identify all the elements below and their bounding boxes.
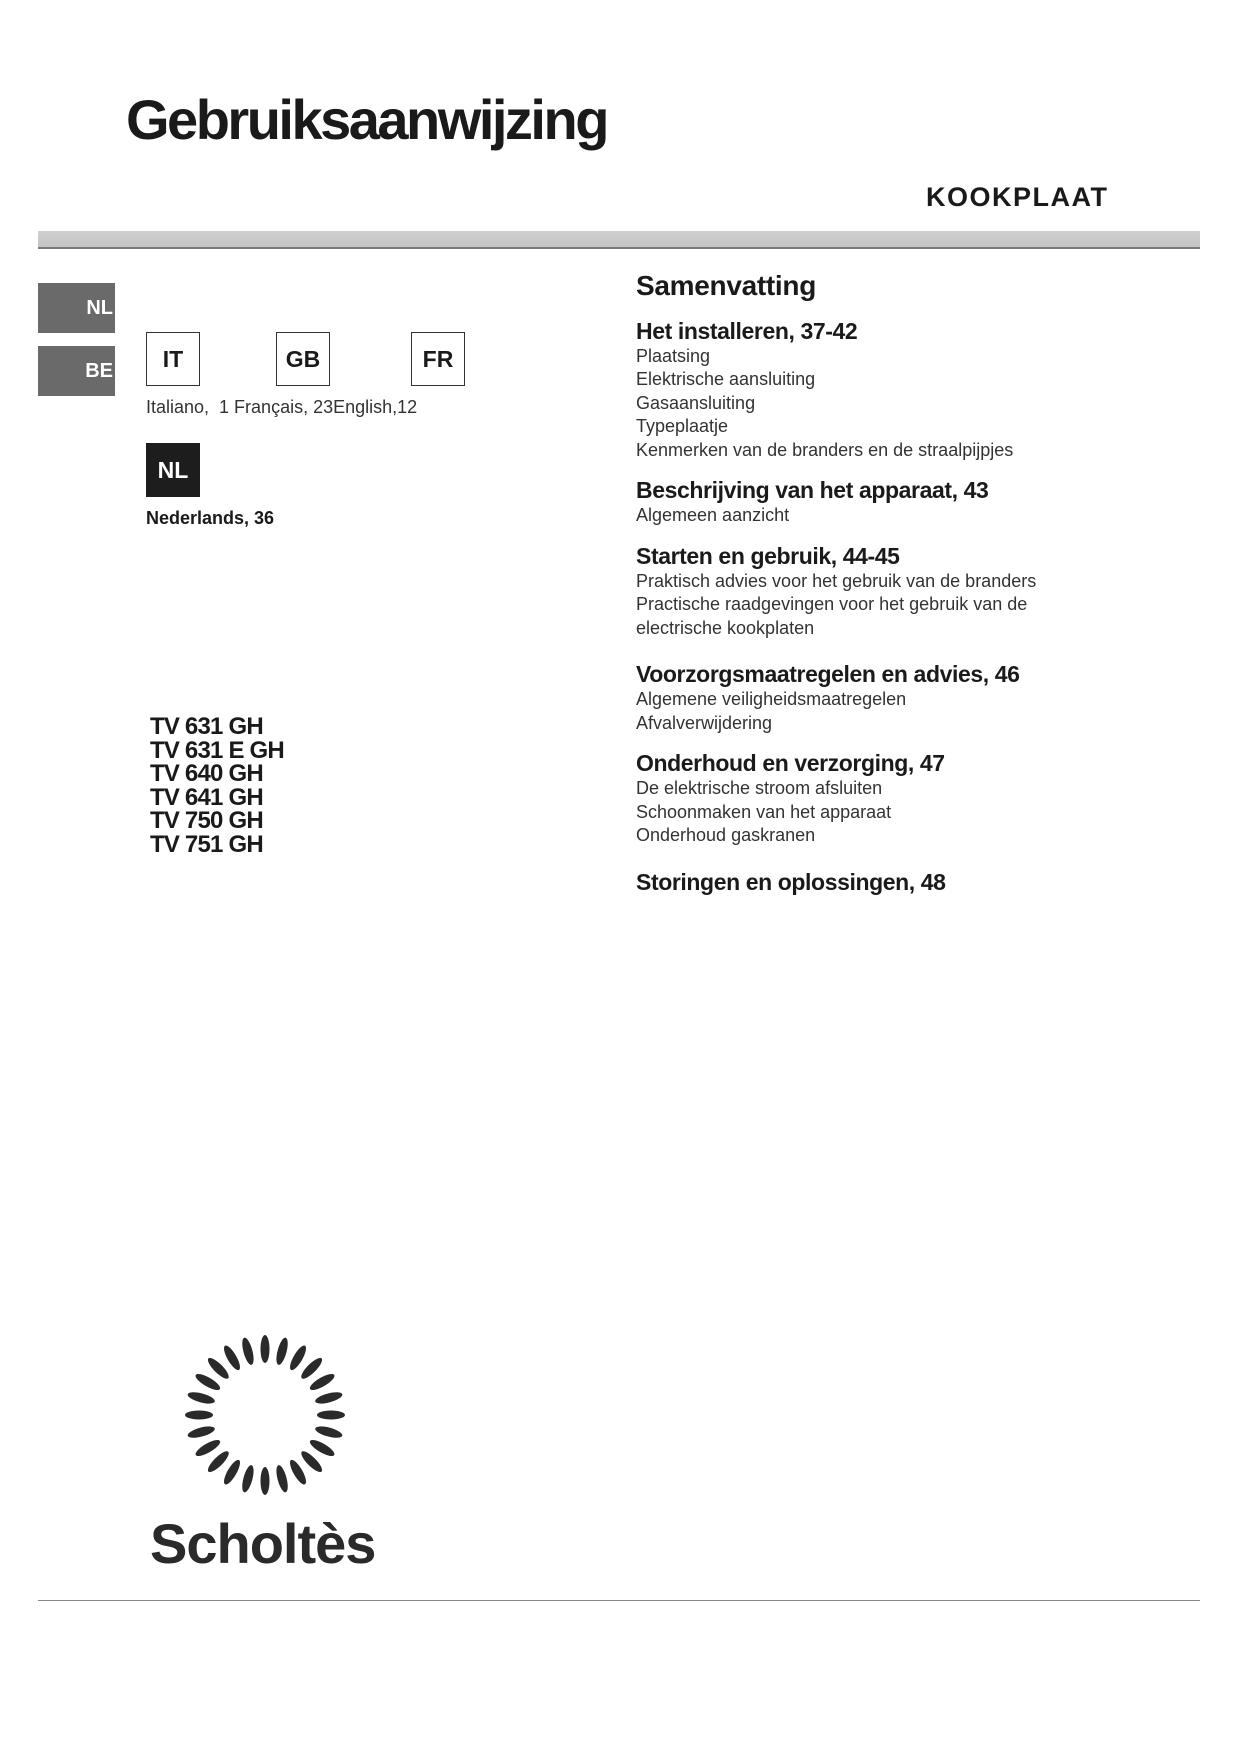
model-list [150,715,284,856]
toc-item: Algemene veiligheidsmaatregelen [636,689,907,710]
country-tab-be: BE [38,346,115,396]
logo-ray [299,1355,325,1381]
toc-item: Typeplaatje [636,416,729,437]
header-divider-bar [38,231,1200,249]
logo-ray [187,1390,216,1406]
logo-ray [274,1337,290,1366]
toc-section-installation [636,317,1196,463]
model-item: TV 751 GH [150,830,263,858]
toc-heading: Onderhoud en verzorging, 47 [636,750,945,777]
toc-section-description [636,476,1196,528]
language-box-nl: NL [146,443,200,497]
logo-ray [314,1424,343,1440]
logo-ray [287,1458,309,1487]
toc-item: Gasaansluiting [636,392,756,413]
document-title: Gebruiksaanwijzing [126,88,607,151]
country-tab-nl: NL [38,283,115,333]
toc-heading: Starten en gebruik, 44-45 [636,542,900,569]
logo-ray [261,1335,270,1363]
logo-ray [205,1449,231,1475]
sun-burst-icon [150,1325,380,1505]
logo-ray [308,1437,337,1459]
toc-item: Elektrische aansluiting [636,369,816,390]
toc-heading: Beschrijving van het apparaat, 43 [636,477,989,504]
toc-item: De elektrische stroom afsluiten [636,778,883,799]
toc-title: Samenvatting [636,270,816,301]
logo-ray [185,1411,213,1420]
logo-ray [240,1464,256,1493]
toc-item: Onderhoud gaskranen [636,825,816,846]
current-language-page: Nederlands, 36 [146,508,275,528]
model-item: TV 640 GH [150,760,263,787]
language-box-fr: FR [411,332,465,386]
logo-ray [287,1343,309,1372]
toc-item: Afvalverwijdering [636,712,773,733]
toc-heading: Storingen en oplossingen, 48 [636,868,946,895]
logo-ray [314,1390,343,1406]
toc-section-precautions [636,660,1196,735]
logo-ray [308,1371,337,1393]
logo-ray [261,1467,270,1495]
toc-item: electrische kookplaten [636,617,815,638]
logo-ray [193,1437,222,1459]
model-item: TV 631 GH [150,713,263,740]
toc-item: Plaatsing [636,345,711,366]
footer-divider [38,1600,1200,1601]
toc-item: Practische raadgevingen voor het gebruik van de [636,594,1028,615]
model-item: TV 631 E GH [150,736,284,764]
toc-item: Kenmerken van de branders en de straalpijpjes [636,439,1014,460]
language-page-list: Italiano, 1 Français, 23English,12 [146,397,418,417]
logo-ray [274,1464,290,1493]
language-box-gb: GB [276,332,330,386]
logo-ray [221,1458,243,1487]
product-type: KOOKPLAAT [926,182,1109,212]
logo-ray [187,1424,216,1440]
table-of-contents [636,271,1196,910]
brand-name: Scholtès [150,1512,376,1575]
toc-section-troubleshooting [636,868,1196,896]
toc-section-maintenance [636,749,1196,848]
logo-ray [240,1337,256,1366]
toc-heading: Het installeren, 37-42 [636,317,858,344]
logo-ray [317,1411,345,1420]
logo-ray [299,1449,325,1475]
toc-item: Algemeen aanzicht [636,505,790,526]
toc-item: Praktisch advies voor het gebruik van de branders [636,570,1037,591]
logo-ray [205,1355,231,1381]
model-item: TV 641 GH [150,783,263,811]
toc-heading: Voorzorgsmaatregelen en advies, 46 [636,661,1020,688]
logo-ray [221,1343,243,1372]
language-box-it: IT [146,332,200,386]
logo-ray [193,1371,222,1393]
toc-item: Schoonmaken van het apparaat [636,801,892,822]
model-item: TV 750 GH [150,807,263,834]
toc-section-usage [636,542,1196,641]
